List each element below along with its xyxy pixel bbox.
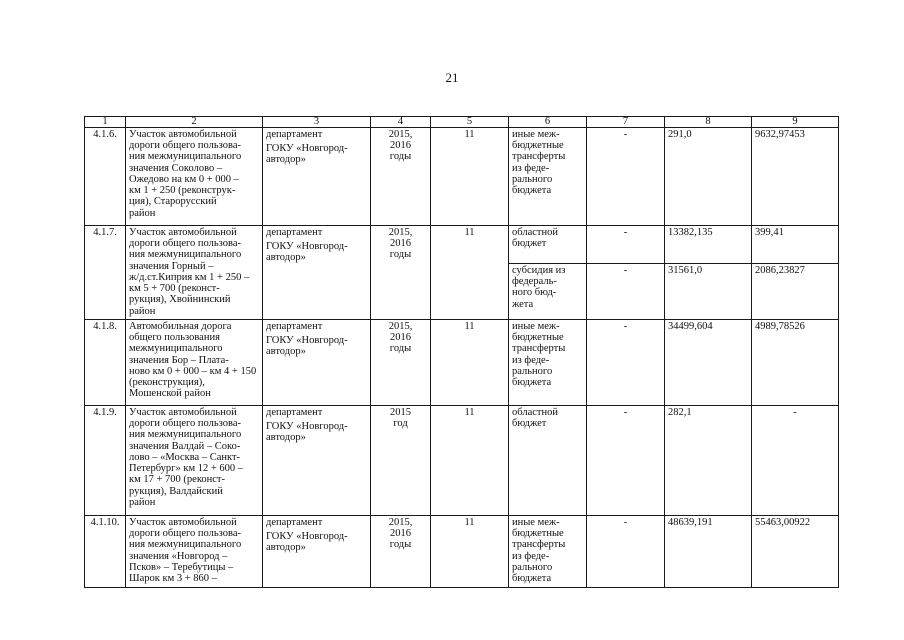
column-7-cell <box>587 128 665 226</box>
object-name-cell-text: Участок автомобильной дороги общего пользова- ния межмуниципального значения Валдай – Соко- лово – «Москва – Санкт- Петербург» км 12 + 600 – км 17 + 700 (реконст- рукция), Валдайский район <box>129 407 244 508</box>
funding-source-cell-text: иные меж- бюджетные трансферты из феде- рального бюджета <box>512 321 566 389</box>
years-cell-text: 2015, 2016 годы <box>388 129 413 163</box>
executor-text: ГОКУ «Новгород- автодор» <box>266 531 348 554</box>
responsible-cell <box>263 320 371 406</box>
years-cell <box>371 516 431 588</box>
responsible-cell <box>263 128 371 226</box>
amount-2015-cell-text: 13382,135 <box>668 227 713 238</box>
department-text: департамент <box>266 407 323 418</box>
object-name-cell-text: Участок автомобильной дороги общего пользова- ния межмуниципального значения Соколово – Ожедово на км 0 + 000 – км 1 + 250 (реконструк- ция), Старорусский район <box>129 129 242 219</box>
amount-2015-cell <box>665 516 752 588</box>
amount-2015-cell <box>665 320 752 406</box>
code-cell <box>431 516 509 588</box>
column-header: 2 <box>126 117 263 128</box>
column-header: 7 <box>587 117 665 128</box>
amount-2016-cell <box>752 320 839 406</box>
responsible-cell <box>263 226 371 320</box>
object-name-cell <box>126 516 263 588</box>
department-text: департамент <box>266 129 323 140</box>
years-cell <box>371 226 431 320</box>
table-row <box>85 406 839 516</box>
table-row <box>85 226 839 264</box>
amount-2016-cell-text: - <box>793 407 797 418</box>
executor-text: ГОКУ «Новгород- автодор» <box>266 335 348 358</box>
object-name-cell <box>126 226 263 320</box>
column-header: 6 <box>509 117 587 128</box>
column-7-cell <box>587 320 665 406</box>
column-7-cell <box>587 226 665 264</box>
column-7-cell-text: - <box>623 129 628 140</box>
years-cell <box>371 320 431 406</box>
funding-source-cell-text: иные меж- бюджетные трансферты из феде- рального бюджета <box>512 129 566 197</box>
table-row <box>85 320 839 406</box>
amount-2016-cell <box>752 128 839 226</box>
amount-2015-cell-text: 34499,604 <box>668 321 713 332</box>
table-header-row <box>85 117 839 128</box>
page-number: 21 <box>445 70 459 85</box>
code-cell <box>431 406 509 516</box>
executor-text: ГОКУ «Новгород- автодор» <box>266 143 348 166</box>
amount-2016-cell <box>752 226 839 264</box>
object-name-cell-text: Автомобильная дорога общего пользования межмуниципального значения Бор – Плата- ново км 0 + 000 – км 4 + 150 (реконструкция), Мошенской район <box>129 321 257 400</box>
amount-2015-cell <box>665 264 752 320</box>
column-header: 5 <box>431 117 509 128</box>
department-text: департамент <box>266 517 323 528</box>
column-7-cell <box>587 264 665 320</box>
item-number-cell-text: 4.1.9. <box>93 407 117 418</box>
table-row <box>85 128 839 226</box>
object-name-cell-text: Участок автомобильной дороги общего пользова- ния межмуниципального значения «Новгород – Псков» – Теребутицы – Шарок км 3 + 860 – <box>129 517 242 585</box>
item-number-cell <box>85 226 126 320</box>
department-text: департамент <box>266 227 323 238</box>
column-7-cell-text: - <box>623 517 628 528</box>
funding-source-cell <box>509 320 587 406</box>
amount-2015-cell-text: 48639,191 <box>668 517 713 528</box>
code-cell <box>431 320 509 406</box>
table-body <box>85 128 839 588</box>
object-name-cell <box>126 128 263 226</box>
column-header: 1 <box>85 117 126 128</box>
column-header: 3 <box>263 117 371 128</box>
years-cell-text: 2015, 2016 годы <box>388 227 413 261</box>
amount-2016-cell-text: 9632,97453 <box>755 129 805 140</box>
funding-source-cell-text: областной бюджет <box>512 227 558 250</box>
funding-source-cell <box>509 264 587 320</box>
department-text: департамент <box>266 321 323 332</box>
column-7-cell-text: - <box>623 407 628 418</box>
item-number-cell-text: 4.1.10. <box>90 517 120 528</box>
item-number-cell <box>85 320 126 406</box>
amount-2015-cell-text: 291,0 <box>668 129 692 140</box>
code-cell <box>431 226 509 320</box>
funding-source-cell-text: субсидия из федераль- ного бюд- жета <box>512 265 566 310</box>
funding-source-cell <box>509 406 587 516</box>
funding-source-cell <box>509 128 587 226</box>
amount-2015-cell <box>665 226 752 264</box>
years-cell-text: 2015 год <box>390 407 411 430</box>
code-cell-text: 11 <box>464 129 475 140</box>
object-name-cell-text: Участок автомобильной дороги общего пользова- ния межмуниципального значения Горный – ж/д.ст.Киприя км 1 + 250 – км 5 + 700 (реконст- рукция), Хвойнинский район <box>129 227 250 317</box>
object-name-cell <box>126 406 263 516</box>
item-number-cell-text: 4.1.8. <box>93 321 117 332</box>
amount-2016-cell-text: 399,41 <box>755 227 784 238</box>
column-7-cell <box>587 406 665 516</box>
amount-2015-cell-text: 282,1 <box>668 407 692 418</box>
column-header: 8 <box>665 117 752 128</box>
column-header: 9 <box>752 117 839 128</box>
code-cell-text: 11 <box>464 321 475 332</box>
amount-2015-cell <box>665 128 752 226</box>
item-number-cell <box>85 128 126 226</box>
amount-2016-cell <box>752 264 839 320</box>
object-name-cell <box>126 320 263 406</box>
amount-2016-cell-text: 55463,00922 <box>755 517 811 528</box>
funding-source-cell-text: областной бюджет <box>512 407 558 430</box>
amount-2016-cell <box>752 516 839 588</box>
funding-source-cell-text: иные меж- бюджетные трансферты из феде- рального бюджета <box>512 517 566 585</box>
code-cell-text: 11 <box>464 227 475 238</box>
amount-2016-cell <box>752 406 839 516</box>
executor-text: ГОКУ «Новгород- автодор» <box>266 241 348 264</box>
item-number-cell-text: 4.1.6. <box>93 129 117 140</box>
years-cell <box>371 128 431 226</box>
code-cell-text: 11 <box>464 517 475 528</box>
table-row <box>85 516 839 588</box>
column-7-cell-text: - <box>623 227 628 238</box>
item-number-cell-text: 4.1.7. <box>93 227 117 238</box>
funding-source-cell <box>509 226 587 264</box>
responsible-cell <box>263 516 371 588</box>
years-cell-text: 2015, 2016 годы <box>388 321 413 355</box>
amount-2016-cell-text: 4989,78526 <box>755 321 805 332</box>
funding-source-cell <box>509 516 587 588</box>
amount-2015-cell-text: 31561,0 <box>668 265 703 276</box>
code-cell-text: 11 <box>464 407 475 418</box>
item-number-cell <box>85 406 126 516</box>
program-activities-table <box>84 116 839 588</box>
column-7-cell <box>587 516 665 588</box>
years-cell <box>371 406 431 516</box>
column-7-cell-text: - <box>623 265 628 276</box>
column-header: 4 <box>371 117 431 128</box>
code-cell <box>431 128 509 226</box>
item-number-cell <box>85 516 126 588</box>
responsible-cell <box>263 406 371 516</box>
amount-2016-cell-text: 2086,23827 <box>755 265 805 276</box>
column-7-cell-text: - <box>623 321 628 332</box>
amount-2015-cell <box>665 406 752 516</box>
executor-text: ГОКУ «Новгород- автодор» <box>266 421 348 444</box>
years-cell-text: 2015, 2016 годы <box>388 517 413 551</box>
